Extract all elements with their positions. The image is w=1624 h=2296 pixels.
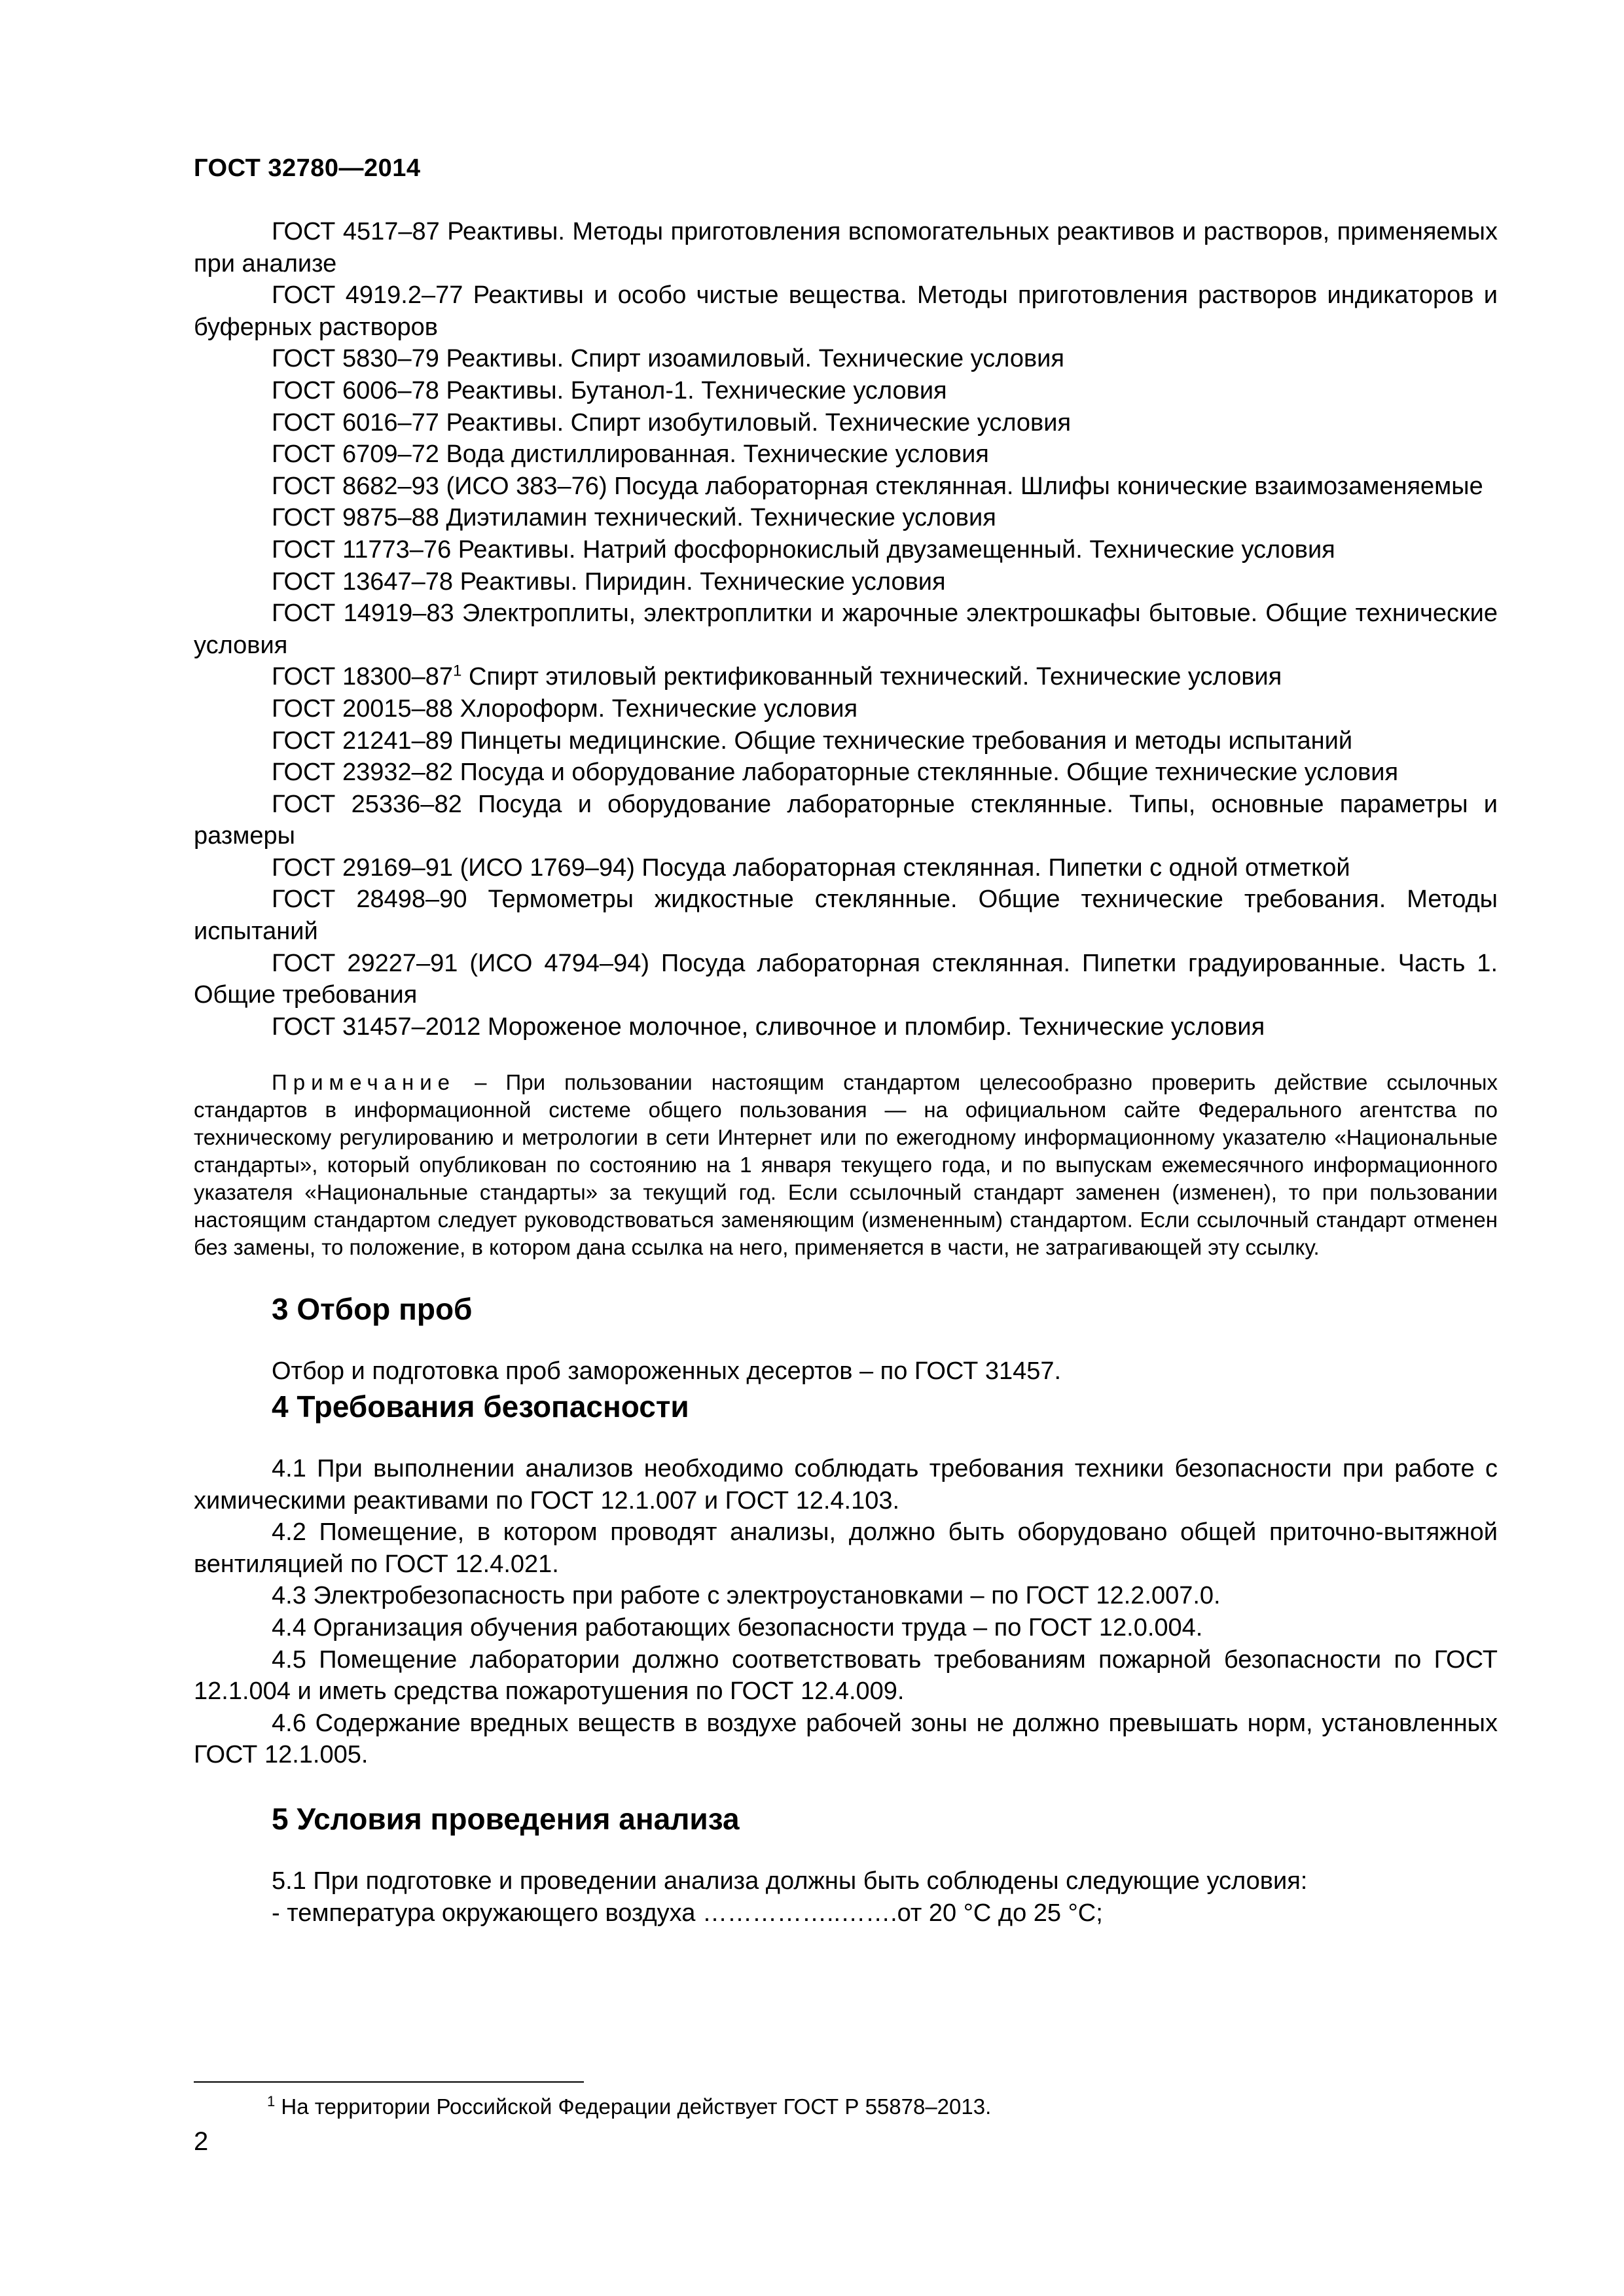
reference-item: ГОСТ 9875–88 Диэтиламин технический. Технические условия bbox=[272, 504, 996, 532]
reference-item: ГОСТ 25336–82 Посуда и оборудование лабораторные стеклянные. Типы, основные параметры и размеры bbox=[194, 790, 1498, 850]
reference-item: ГОСТ 6006–78 Реактивы. Бутанол-1. Технические условия bbox=[272, 376, 947, 404]
section-4-item: 4.1 При выполнении анализов необходимо соблюдать требования техники безопасности при работе с химическими реактивами по ГОСТ 12.1.007 и ГОСТ 12.4.103. bbox=[194, 1455, 1498, 1515]
reference-item: ГОСТ 5830–79 Реактивы. Спирт изоамиловый. Технические условия bbox=[272, 345, 1064, 373]
reference-code: ГОСТ 18300–87 bbox=[272, 663, 454, 691]
note-text: – При пользовании настоящим стандартом целесообразно проверить действие ссылочных стандартов в информационной системе общего пользования — на официальном сайте Федерального агентства по техническому регулированию и метрологии в сети Интернет или по ежегодному информационному указателю «Национальные стандарты», который опубликован по состоянию на 1 января текущего года, и по выпускам ежемесячного информационного указателя «Национальные стандарты» за текущий год. Если ссылочный стандарт заменен (изменен), то при пользовании настоящим стандартом следует руководствоваться заменяющим (измененным) стандартом. Если ссылочный стандарт отменен без замены, то положение, в котором дана ссылка на него, применяется в части, не затрагивающей эту ссылку. bbox=[194, 1070, 1498, 1260]
section-4-item: 4.6 Содержание вредных веществ в воздухе рабочей зоны не должно превышать норм, установленных ГОСТ 12.1.005. bbox=[194, 1709, 1498, 1769]
reference-item: ГОСТ 8682–93 (ИСО 383–76) Посуда лабораторная стеклянная. Шлифы конические взаимозаменяемые bbox=[272, 472, 1483, 500]
reference-text: Спирт этиловый ректификованный технический. Технические условия bbox=[461, 663, 1282, 691]
footnote-divider bbox=[194, 2081, 584, 2083]
section-5-intro: 5.1 При подготовке и проведении анализа должны быть соблюдены следующие условия: bbox=[272, 1867, 1308, 1895]
reference-item: ГОСТ 28498–90 Термометры жидкостные стеклянные. Общие технические требования. Методы испытаний bbox=[194, 886, 1498, 946]
reference-item: ГОСТ 6709–72 Вода дистиллированная. Технические условия bbox=[272, 440, 989, 469]
footnote bbox=[267, 2094, 991, 2119]
section-4-item: 4.4 Организация обучения работающих безопасности труда – по ГОСТ 12.0.004. bbox=[272, 1614, 1203, 1641]
footnote-number: 1 bbox=[267, 2093, 276, 2109]
section-3-text: Отбор и подготовка проб замороженных десертов – по ГОСТ 31457. bbox=[272, 1357, 1062, 1386]
reference-item: ГОСТ 13647–78 Реактивы. Пиридин. Технические условия bbox=[272, 567, 946, 596]
reference-item: ГОСТ 6016–77 Реактивы. Спирт изобутиловый. Технические условия bbox=[272, 408, 1072, 437]
note-paragraph bbox=[194, 1069, 1498, 1261]
section-4-item: 4.2 Помещение, в котором проводят анализы, должно быть оборудовано общей приточно-вытяжной вентиляцией по ГОСТ 12.4.021. bbox=[194, 1518, 1498, 1578]
section-5-condition: - температура окружающего воздуха ……………..…….от 20 °С до 25 °С; bbox=[272, 1899, 1103, 1927]
reference-item: ГОСТ 23932–82 Посуда и оборудование лабораторные стеклянные. Общие технические условия bbox=[272, 759, 1399, 787]
reference-item: ГОСТ 14919–83 Электроплиты, электроплитки и жарочные электрошкафы бытовые. Общие технические условия bbox=[194, 600, 1498, 659]
reference-item: ГОСТ 11773–76 Реактивы. Натрий фосфорнокислый двузамещенный. Технические условия bbox=[272, 535, 1335, 564]
document-id-header: ГОСТ 32780—2014 bbox=[194, 154, 421, 182]
reference-item: ГОСТ 4919.2–77 Реактивы и особо чистые вещества. Методы приготовления растворов индикаторов и буферных растворов bbox=[194, 281, 1498, 341]
section-4-item: 4.3 Электробезопасность при работе с электроустановками – по ГОСТ 12.2.007.0. bbox=[272, 1582, 1221, 1610]
reference-item: ГОСТ 20015–88 Хлороформ. Технические условия bbox=[272, 694, 858, 723]
section-3-title: 3 Отбор проб bbox=[272, 1292, 473, 1327]
reference-item: ГОСТ 29169–91 (ИСО 1769–94) Посуда лабораторная стеклянная. Пипетки с одной отметкой bbox=[272, 853, 1350, 882]
note-label: Примечание bbox=[272, 1070, 456, 1095]
page-number: 2 bbox=[194, 2127, 209, 2156]
section-4-items bbox=[194, 1453, 1498, 1771]
reference-item: ГОСТ 4517–87 Реактивы. Методы приготовления вспомогательных реактивов и растворов, применяемых при анализе bbox=[194, 218, 1498, 278]
section-4-title: 4 Требования безопасности bbox=[272, 1390, 689, 1424]
footnote-marker[interactable]: 1 bbox=[453, 662, 462, 680]
section-5-title: 5 Условия проведения анализа bbox=[272, 1801, 740, 1836]
reference-item: ГОСТ 29227–91 (ИСО 4794–94) Посуда лабораторная стеклянная. Пипетки градуированные. Часть 1. Общие требования bbox=[194, 949, 1498, 1009]
reference-item: ГОСТ 21241–89 Пинцеты медицинские. Общие технические требования и методы испытаний bbox=[272, 726, 1353, 755]
page-content bbox=[194, 216, 1498, 1929]
reference-item: ГОСТ 31457–2012 Мороженое молочное, сливочное и пломбир. Технические условия bbox=[272, 1013, 1265, 1041]
reference-item-with-footnote bbox=[194, 661, 1498, 693]
footnote-text: На территории Российской Федерации действует ГОСТ Р 55878–2013. bbox=[275, 2094, 992, 2119]
section-4-item: 4.5 Помещение лаборатории должно соответствовать требованиям пожарной безопасности по ГОСТ 12.1.004 и иметь средства пожаротушения по ГОСТ 12.4.009. bbox=[194, 1645, 1498, 1706]
